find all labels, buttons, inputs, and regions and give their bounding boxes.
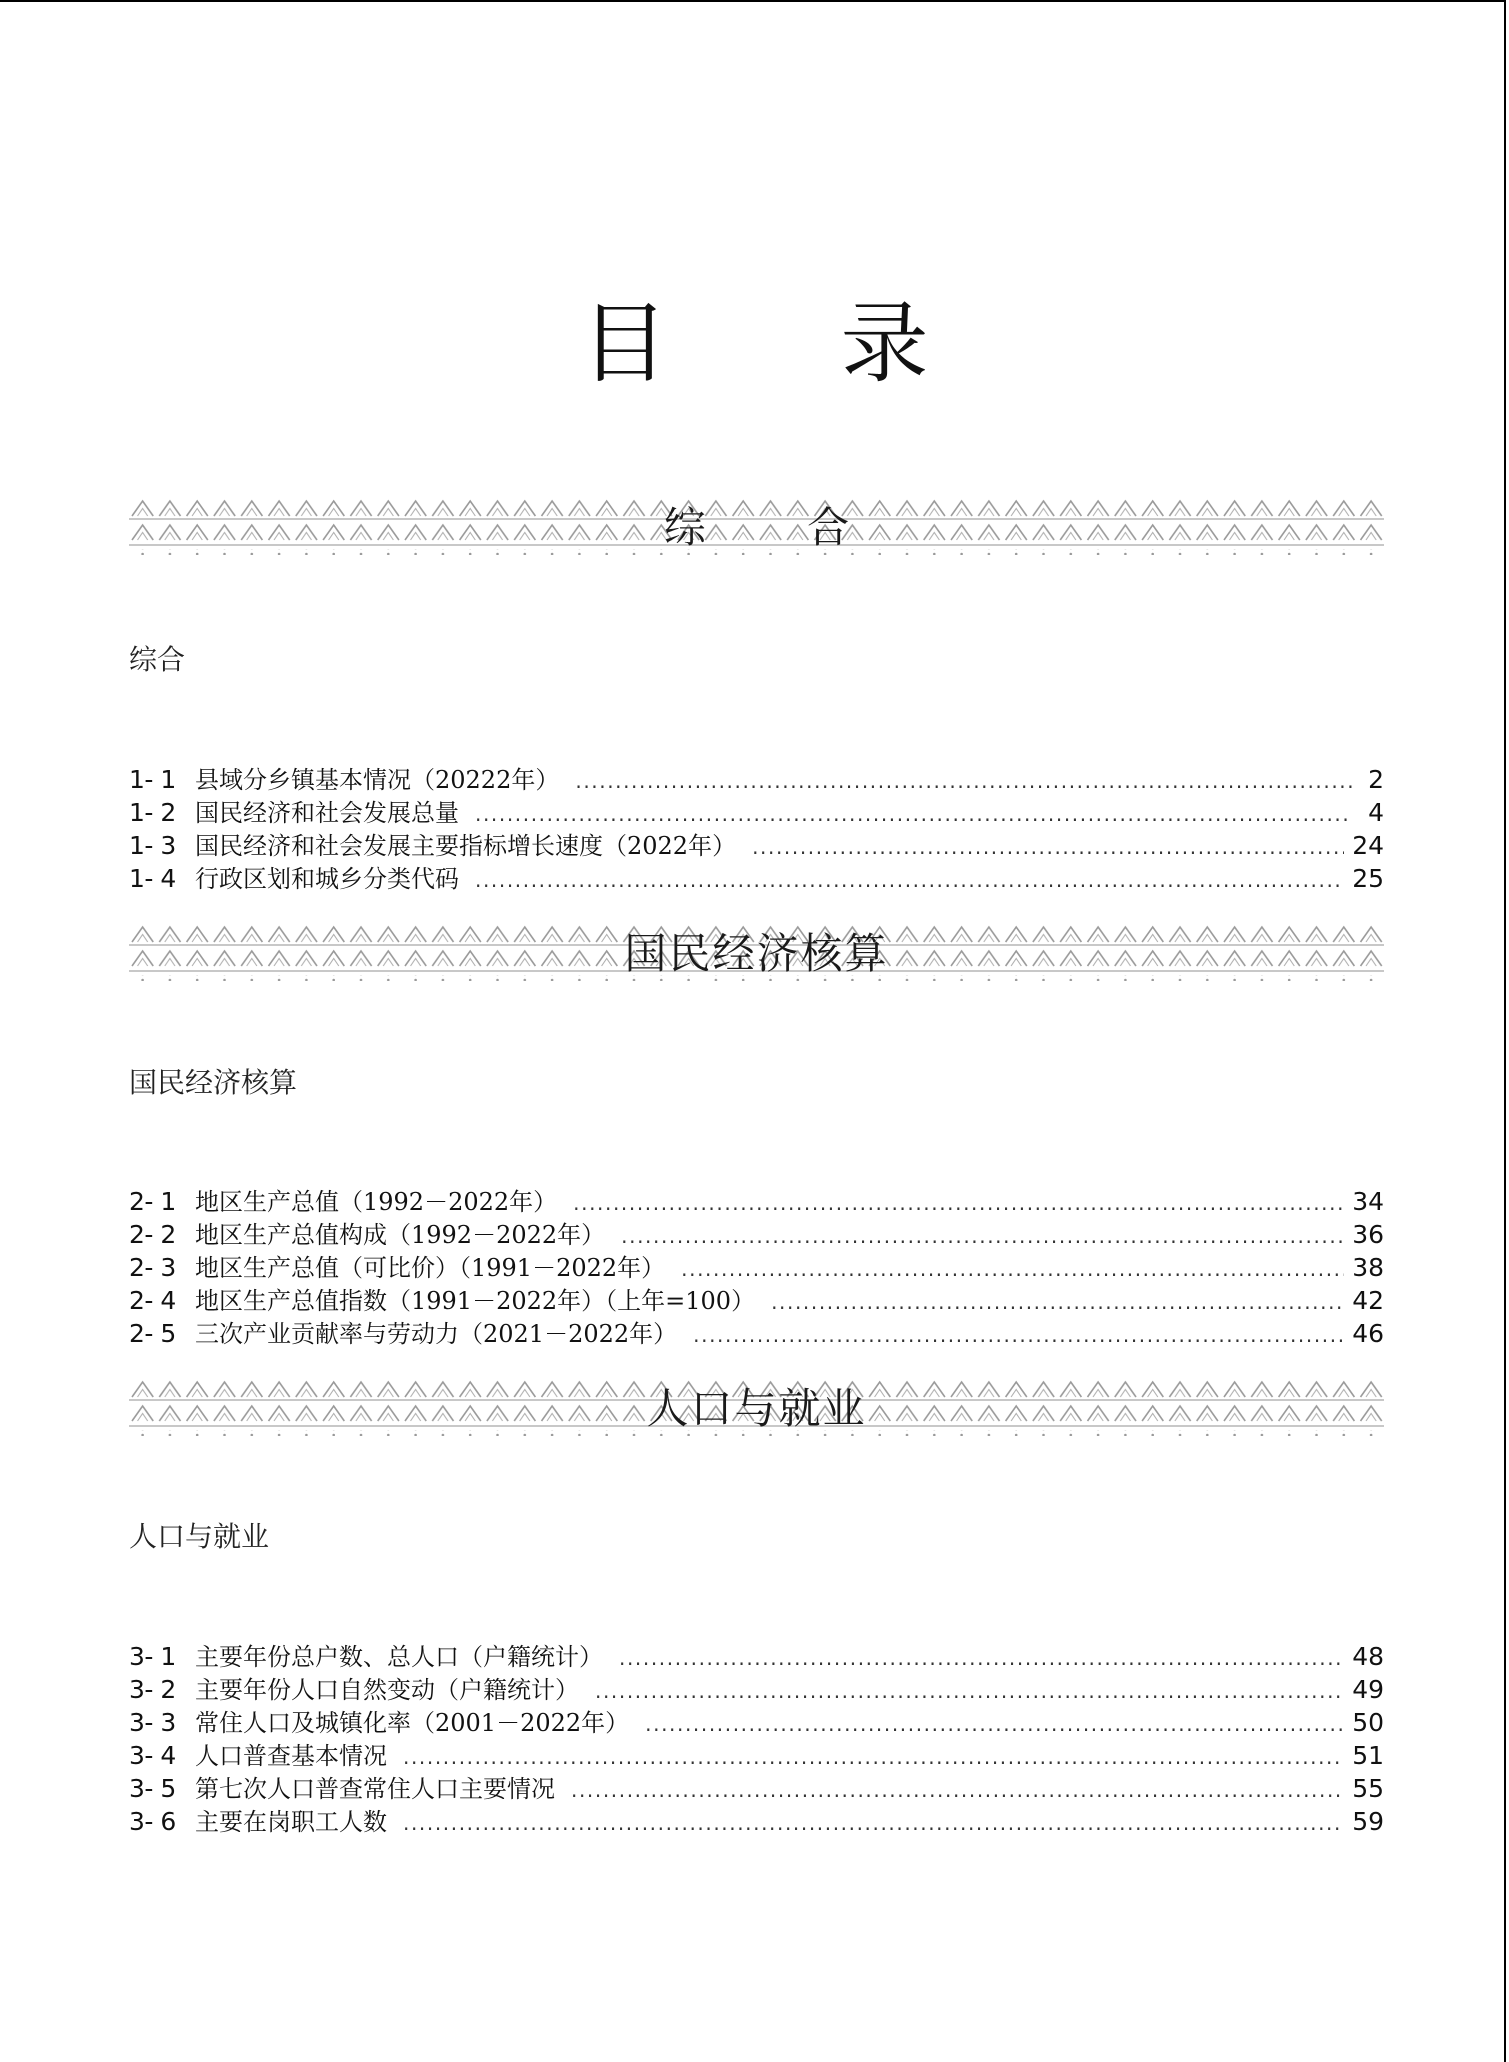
toc-entry[interactable]: [129, 1251, 1384, 1284]
dot-leader: [771, 1286, 1344, 1319]
entry-title: 国民经济和社会发展总量: [195, 799, 459, 827]
dot-leader: [575, 765, 1352, 798]
section-banner-3: [129, 1378, 1384, 1440]
entry-title: 国民经济和社会发展主要指标增长速度（2022年）: [195, 832, 737, 860]
toc-entry[interactable]: [129, 1706, 1384, 1739]
entry-number: 2- 4: [129, 1286, 176, 1315]
entry-number: 3- 5: [129, 1774, 176, 1803]
banner-title: 国民经济核算: [624, 929, 889, 978]
dot-leader: [573, 1187, 1344, 1220]
toc-entry[interactable]: [129, 1317, 1384, 1350]
section-banner-2: [129, 923, 1384, 985]
toc-entry[interactable]: [129, 796, 1384, 829]
page-number: 42: [1352, 1286, 1384, 1315]
entry-number: 2- 3: [129, 1253, 176, 1282]
banner-title: 人口与就业: [646, 1384, 867, 1433]
toc-entry[interactable]: [129, 1772, 1384, 1805]
toc-entry[interactable]: [129, 1185, 1384, 1218]
toc-list: [129, 763, 1384, 895]
entry-number: 2- 2: [129, 1220, 176, 1249]
entry-number: 1- 3: [129, 831, 176, 860]
entry-number: 1- 4: [129, 864, 176, 893]
entry-number: 2- 5: [129, 1319, 176, 1348]
entry-title: 地区生产总值构成（1992－2022年）: [195, 1221, 606, 1249]
toc-list: [129, 1640, 1384, 1838]
page-number: 4: [1368, 798, 1384, 827]
page-number: 34: [1352, 1187, 1384, 1216]
page-number: 38: [1352, 1253, 1384, 1282]
section-heading: 综合: [129, 643, 186, 676]
dot-leader: [752, 831, 1344, 864]
page-number: 2: [1368, 765, 1384, 794]
dot-leader: [475, 864, 1344, 897]
page-number: 50: [1352, 1708, 1384, 1737]
section-heading: 国民经济核算: [129, 1066, 298, 1099]
entry-title: 主要年份总户数、总人口（户籍统计）: [195, 1643, 603, 1671]
page-number: 48: [1352, 1642, 1384, 1671]
toc-entry[interactable]: [129, 1805, 1384, 1838]
entry-title: 县域分乡镇基本情况（20222年）: [195, 766, 560, 794]
entry-number: 3- 6: [129, 1807, 176, 1836]
dot-leader: [619, 1642, 1344, 1675]
dot-leader: [403, 1741, 1344, 1774]
page-number: 51: [1352, 1741, 1384, 1770]
entry-title: 三次产业贡献率与劳动力（2021－2022年）: [195, 1320, 678, 1348]
dot-leader: [645, 1708, 1344, 1741]
dot-leader: [475, 798, 1352, 831]
section-banner-1: [129, 497, 1384, 559]
entry-title: 常住人口及城镇化率（2001－2022年）: [195, 1709, 630, 1737]
page-title: 目 录: [580, 292, 1001, 395]
toc-entry[interactable]: [129, 1673, 1384, 1706]
entry-number: 3- 1: [129, 1642, 176, 1671]
dot-leader: [571, 1774, 1344, 1807]
page-number: 25: [1352, 864, 1384, 893]
entry-title: 主要在岗职工人数: [195, 1808, 387, 1836]
entry-title: 地区生产总值指数（1991－2022年）（上年=100）: [195, 1287, 756, 1315]
page-number: 24: [1352, 831, 1384, 860]
toc-entry[interactable]: [129, 1218, 1384, 1251]
page-number: 59: [1352, 1807, 1384, 1836]
entry-number: 3- 2: [129, 1675, 176, 1704]
dot-leader: [693, 1319, 1344, 1352]
section-heading: 人口与就业: [129, 1520, 270, 1553]
page-number: 46: [1352, 1319, 1384, 1348]
dot-leader: [681, 1253, 1344, 1286]
page-number: 36: [1352, 1220, 1384, 1249]
entry-title: 第七次人口普查常住人口主要情况: [195, 1775, 555, 1803]
page-number: 49: [1352, 1675, 1384, 1704]
toc-entry[interactable]: [129, 1284, 1384, 1317]
entry-number: 3- 3: [129, 1708, 176, 1737]
dot-leader: [403, 1807, 1344, 1840]
entry-title: 行政区划和城乡分类代码: [195, 865, 459, 893]
dot-leader: [621, 1220, 1344, 1253]
entry-title: 地区生产总值（可比价）（1991－2022年）: [195, 1254, 666, 1282]
entry-title: 人口普查基本情况: [195, 1742, 387, 1770]
toc-entry[interactable]: [129, 1739, 1384, 1772]
toc-entry[interactable]: [129, 829, 1384, 862]
entry-number: 1- 1: [129, 765, 176, 794]
toc-entry[interactable]: [129, 862, 1384, 895]
toc-entry[interactable]: [129, 1640, 1384, 1673]
entry-number: 3- 4: [129, 1741, 176, 1770]
page-number: 55: [1352, 1774, 1384, 1803]
entry-number: 2- 1: [129, 1187, 176, 1216]
entry-title: 地区生产总值（1992－2022年）: [195, 1188, 558, 1216]
entry-number: 1- 2: [129, 798, 176, 827]
entry-title: 主要年份人口自然变动（户籍统计）: [195, 1676, 579, 1704]
toc-list: [129, 1185, 1384, 1350]
dot-leader: [595, 1675, 1344, 1708]
toc-entry[interactable]: [129, 763, 1384, 796]
banner-title: 综 合: [663, 503, 894, 552]
